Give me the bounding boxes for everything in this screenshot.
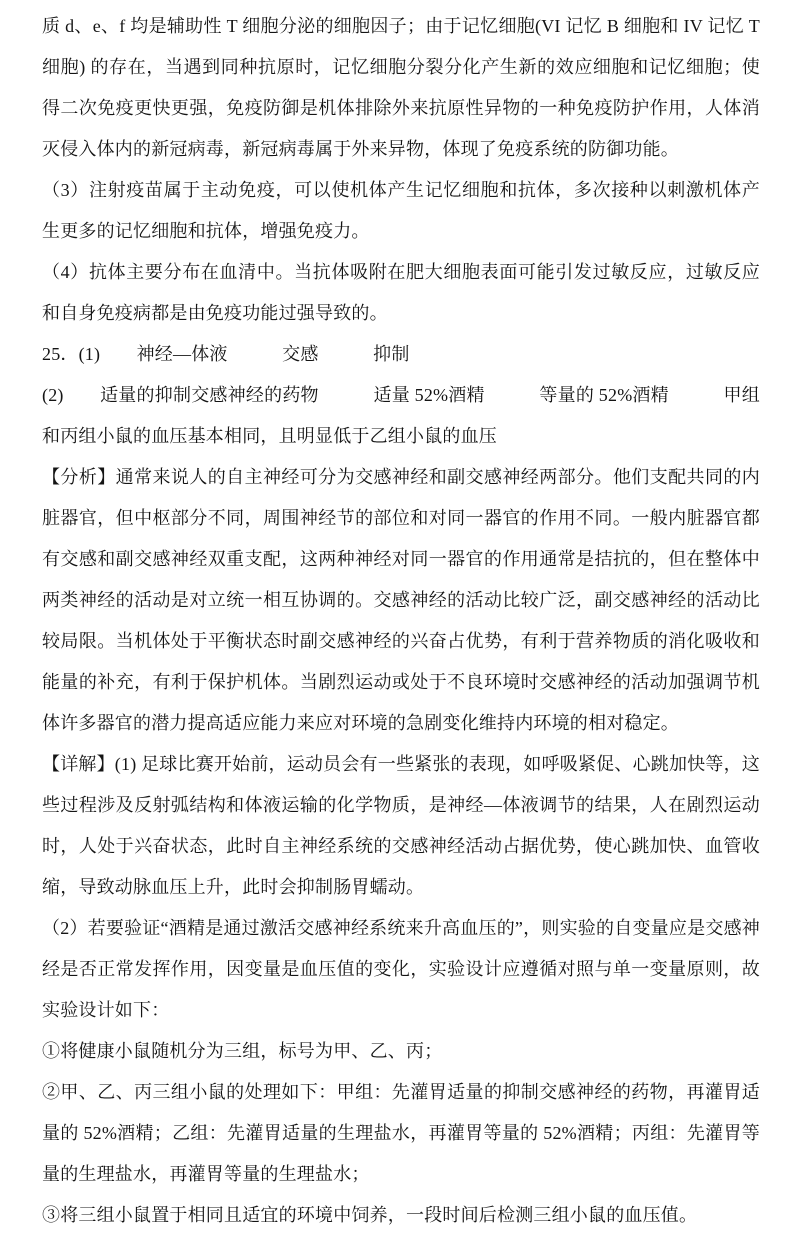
paragraph-immune-factors: 质 d、e、f 均是辅助性 T 细胞分泌的细胞因子；由于记忆细胞(VI 记忆 B 细胞和 IV 记忆 T 细胞) 的存在，当遇到同种抗原时，记忆细胞分裂分化产生新的效应细胞和记忆细胞；使得二次免疫更快更强，免疫防御是机体排除外来抗原性异物的一种免疫防护作用，人体消灭侵入体内的新冠病毒，新冠病毒属于外来异物，体现了免疫系统的防御功能。: [42, 16, 760, 159]
paragraph-answer-3: （3）注射疫苗属于主动免疫，可以使机体产生记忆细胞和抗体，多次接种以刺激机体产生更多的记忆细胞和抗体，增强免疫力。: [42, 180, 760, 241]
experiment-step-2-paragraph: ②甲、乙、丙三组小鼠的处理如下：甲组：先灌胃适量的抑制交感神经的药物，再灌胃适量的 52%酒精；乙组：先灌胃适量的生理盐水，再灌胃等量的 52%酒精；丙组：先灌胃等量的生理盐水，再灌胃等量的生理盐水；: [42, 1082, 760, 1184]
analysis-paragraph: 【分析】通常来说人的自主神经可分为交感神经和副交感神经两部分。他们支配共同的内脏器官，但中枢部分不同，周围神经节的部位和对同一器官的作用不同。一般内脏器官都有交感和副交感神经双重支配，这两种神经对同一器官的作用通常是拮抗的，但在整体中两类神经的活动是对立统一相互协调的。交感神经的活动比较广泛，副交感神经的活动比较局限。当机体处于平衡状态时副交感神经的兴奋占优势，有利于营养物质的消化吸收和能量的补充，有利于保护机体。当剧烈运动或处于不良环境时交感神经的活动加强调节机体许多器官的潜力提高适应能力来应对环境的急剧变化维持内环境的相对稳定。: [42, 467, 760, 733]
paragraph-answer-4: （4）抗体主要分布在血清中。当抗体吸附在肥大细胞表面可能引发过敏反应，过敏反应和自身免疫病都是由免疫功能过强导致的。: [42, 262, 760, 323]
experiment-step-1-paragraph: ①将健康小鼠随机分为三组，标号为甲、乙、丙；: [42, 1041, 443, 1061]
explanation-paragraph-1: 【详解】(1) 足球比赛开始前，运动员会有一些紧张的表现，如呼吸紧促、心跳加快等，这些过程涉及反射弧结构和体液运输的化学物质，是神经—体液调节的结果，人在剧烈运动时，人处于兴奋状态，此时自主神经系统的交感神经活动占据优势，使心跳加快、血管收缩，导致动脉血压上升，此时会抑制肠胃蠕动。: [42, 754, 760, 897]
experiment-step-3-paragraph: ③将三组小鼠置于相同且适宜的环境中饲养，一段时间后检测三组小鼠的血压值。: [42, 1205, 698, 1225]
answer-line-25-2: (2) 适量的抑制交感神经的药物 适量 52%酒精 等量的 52%酒精 甲组和丙组小鼠的血压基本相同，且明显低于乙组小鼠的血压: [42, 385, 760, 446]
answer-line-25-1: 25．(1) 神经—体液 交感 抑制: [42, 344, 410, 364]
explanation-paragraph-2: （2）若要验证“酒精是通过激活交感神经系统来升高血压的”，则实验的自变量应是交感神经是否正常发挥作用，因变量是血压值的变化，实验设计应遵循对照与单一变量原则，故实验设计如下：: [42, 918, 760, 1020]
